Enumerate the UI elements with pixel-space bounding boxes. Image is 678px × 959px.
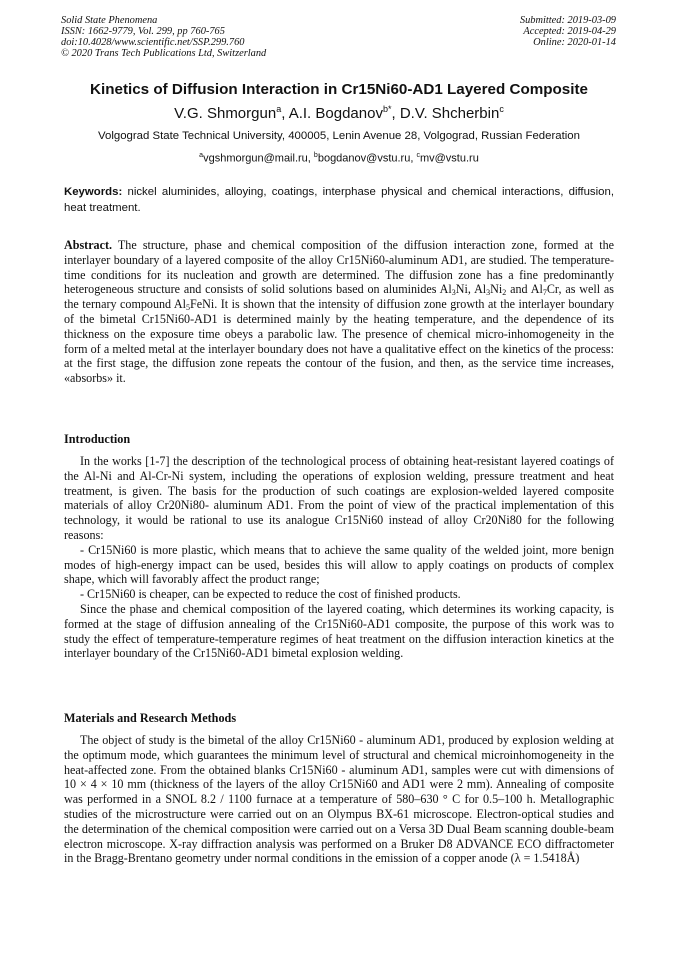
bullet-item: - Cr15Ni60 is cheaper, can be expected to reduce the cost of finished products. bbox=[80, 587, 461, 602]
email-link[interactable]: vgshmorgun@mail.ru bbox=[203, 152, 308, 165]
keywords bbox=[64, 184, 614, 216]
affiliation: Volgograd State Technical University, 400005, Lenin Avenue 28, Volgograd, Russian Federation bbox=[98, 130, 580, 142]
paper-title: Kinetics of Diffusion Interaction in Cr15Ni60-AD1 Layered Composite bbox=[90, 81, 588, 98]
email-sup: b bbox=[313, 152, 318, 159]
keywords-label: Keywords: bbox=[64, 186, 123, 198]
email-link[interactable]: mv@vstu.ru bbox=[419, 152, 479, 165]
abstract-text: The structure, phase and chemical composition of the diffusion interaction zone, formed at the interlayer boundary of a layered composite of the alloy Cr15Ni60-aluminum AD1, are studied. The temperature-time conditions for its nucleation and growth are determined. The diffusion zone has a fine predominantly heterogeneous structure and consists of solid solutions based on aluminides bbox=[64, 238, 615, 297]
accepted-date: Accepted: 2019-04-29 bbox=[523, 26, 616, 37]
formula-part: Cr bbox=[546, 282, 559, 297]
abstract-text: , as well as the ternary compound bbox=[64, 282, 614, 312]
methods-heading: Materials and Research Methods bbox=[64, 711, 237, 725]
issn-line: ISSN: 1662-9779, Vol. 299, pp 760-765 bbox=[61, 26, 225, 37]
formula-part: Al bbox=[173, 297, 187, 312]
methods-body bbox=[64, 733, 614, 866]
formula-sub: 3 bbox=[451, 288, 456, 298]
author-sup: a bbox=[276, 104, 282, 114]
email-link[interactable]: bogdanov@vstu.ru bbox=[317, 152, 411, 165]
paragraph: Since the phase and chemical composition of the layered coating, which determines its working capacity, is formed at the stage of diffusion annealing of the Cr15Ni60-AD1 composite, the purpose of this work was to study the effect of temperature-temperature regimes of heat treatment on the diffusion interaction kinetics at the interlayer boundary of the Cr15Ni60-AD1 bimetal explosion welding. bbox=[64, 601, 614, 661]
author-sup: c bbox=[499, 104, 504, 114]
journal-name: Solid State Phenomena bbox=[61, 15, 158, 26]
bullet-item: - Cr15Ni60 is more plastic, which means that to achieve the same quality of the welded joint, more benign modes of high-energy impact can be used, besides this will allow to apply coatings on products of complex shape, which will favorably affect the product range; bbox=[64, 542, 614, 587]
formula-part: Al bbox=[439, 282, 452, 297]
abstract-text: and bbox=[510, 282, 528, 297]
email-sup: c bbox=[416, 152, 420, 159]
formula-sub: 5 bbox=[186, 303, 191, 313]
dates-info bbox=[520, 15, 616, 48]
abstract: Abstract. The structure, phase and chemical composition of the diffusion interaction zone, formed at the interlayer boundary of a layered composite of the alloy Cr15Ni60-aluminum AD1, are studied. The temperature-time conditions for its nucleation and growth are determined. The diffusion zone has a fine predominantly heterogeneous structure and consists of solid solutions based on aluminides $Al_3Ni$, $Al_3Ni_2$ and $Al_7Cr$, as well as the ternary compound $Al_5FeNi$. It is shown that the intensity of diffusion zone growth at the interlayer boundary of the bimetal Cr15Ni60-AD1 is determined mainly by the heating temperature, and the dependence of its thickness on the exposure time obeys a parabolic law. The presence of chemical micro-inhomogeneity in the form of a melted metal at the interlayer boundary does not have a qualitative effect on the kinetics of the process: at the first stage, the diffusion zone repeats the contour of the fusion, and then, as the service time increases, «absorbs» it. bbox=[64, 238, 615, 386]
online-date: Online: 2020-01-14 bbox=[533, 37, 616, 48]
paragraph: The object of study is the bimetal of the alloy Cr15Ni60 - aluminum AD1, produced by explosion welding at the optimum mode, which guarantees the minimum level of structural and chemical microinhomogeneity in the heat-affected zone. From the obtained blanks Cr15Ni60 - aluminum AD1, samples were cut with dimensions of 10 × 4 × 10 mm (thickness of the layers of the alloy Cr15Ni60 and AD1 were 2 mm). Annealing of composite was performed in a SNOL 8.2 / 1100 furnace at a temperature of 580–630 ° C for 0.5–100 h. Metallographic studies of the microstructure were carried out on an Olympus BX-61 microscope. Electron-optical studies and the determination of the chemical composition were carried out on a Versa 3D Dual Beam scanning double-beam electron microscope. X-ray diffraction analysis was performed on a Bruker D8 ADVANCE ECO diffractometer in the Bragg-Brentano geometry under normal conditions in the emission of a copper anode (λ = 1.5418Å) bbox=[64, 733, 614, 866]
copyright-line: © 2020 Trans Tech Publications Ltd, Switzerland bbox=[61, 48, 267, 59]
author-name: D.V. Shcherbin bbox=[399, 105, 500, 122]
submitted-date: Submitted: 2019-03-09 bbox=[519, 15, 616, 26]
introduction-heading: Introduction bbox=[64, 432, 131, 446]
formula-part: Al bbox=[530, 282, 543, 297]
email-list: $^a$vgshmorgun@mail.ru, $^b$bogdanov@vstu.ru, $^c$mv@vstu.ru bbox=[199, 152, 479, 165]
formula-part: FeNi bbox=[190, 297, 215, 312]
introduction-body bbox=[64, 454, 614, 661]
author-list: V.G. Shmorgun$^a$, A.I. Bogdanov$^{b*}$, D.V. Shcherbin$^c$ bbox=[174, 104, 504, 122]
formula-sub: 3 bbox=[486, 288, 491, 298]
author-name: V.G. Shmorgun bbox=[174, 105, 277, 122]
author-sup: b* bbox=[382, 104, 392, 114]
journal-info bbox=[61, 15, 266, 59]
doi-line[interactable]: doi:10.4028/www.scientific.net/SSP.299.760 bbox=[61, 37, 245, 48]
abstract-label: Abstract. bbox=[64, 238, 113, 252]
abstract-text: . It is shown that the intensity of diffusion zone growth at the interlayer boundary of the bimetal Cr15Ni60-AD1 is determined mainly by the heating temperature, and the dependence of its thickness on the exposure time obeys a parabolic law. The presence of chemical micro-inhomogeneity in the form of a melted metal at the interlayer boundary does not have a qualitative effect on the kinetics of the process: at the first stage, the diffusion zone repeats the contour of the fusion, and then, as the service time increases, «absorbs» it. bbox=[64, 297, 614, 386]
keywords-text: nickel aluminides, alloying, coatings, interphase physical and chemical interactions, diffusion, heat treatment. bbox=[64, 186, 614, 214]
email-sup: a bbox=[199, 152, 204, 159]
formula-sub: 7 bbox=[542, 288, 547, 298]
formula-part: Ni bbox=[490, 282, 503, 297]
formula-part: Al bbox=[474, 282, 487, 297]
formula-sub: 2 bbox=[502, 288, 507, 298]
author-name: A.I. Bogdanov bbox=[288, 105, 383, 122]
formula-part: Ni bbox=[455, 282, 468, 297]
paragraph: In the works [1-7] the description of the technological process of obtaining heat-resistant layered coatings of the Al-Ni and Al-Cr-Ni system, including the operations of explosion welding, pressure treatment and heat treatment, is given. The basis for the production of such coatings are explosion-welded layered composite materials of alloy Cr20Ni80- aluminum AD1. From the point of view of the practical implementation of this technology, it would be rational to use its analogue Cr15Ni60 instead of alloy Cr20Ni80 for the following reasons: bbox=[64, 454, 614, 542]
